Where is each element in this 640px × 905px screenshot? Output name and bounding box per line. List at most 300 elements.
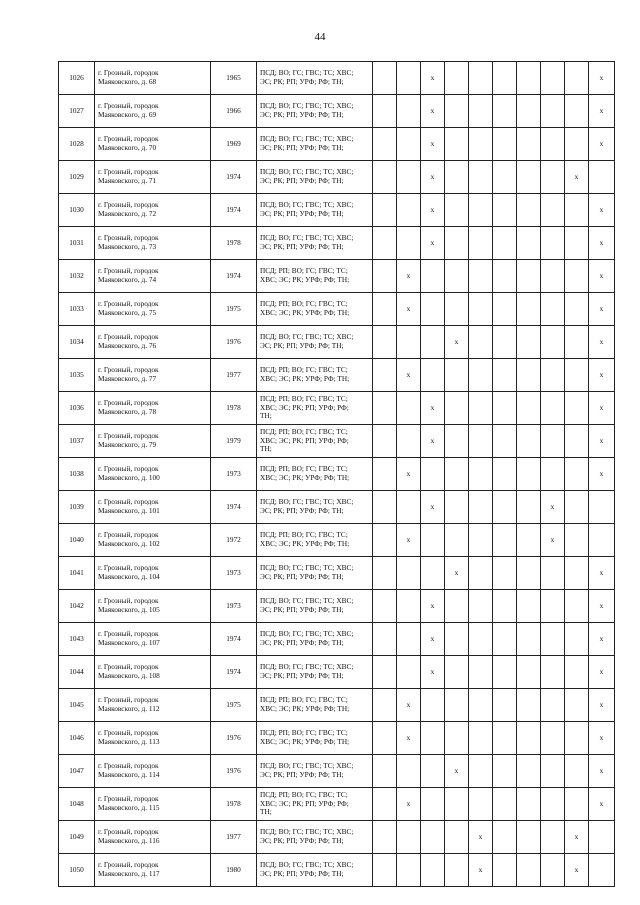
systems-line: ЭС; РК; РП; УРФ; РФ; ТН;: [260, 605, 344, 614]
work-mark: [373, 524, 397, 557]
work-mark: [517, 821, 541, 854]
engineering-systems: [257, 854, 373, 887]
work-mark: [421, 260, 445, 293]
address-line: Маяковского, д. 101: [98, 506, 160, 515]
address-line: г. Грозный, городок: [98, 167, 159, 177]
work-mark: [493, 293, 517, 326]
address-line: г. Грозный, городок: [98, 827, 159, 837]
work-mark: [421, 821, 445, 854]
work-mark: [541, 62, 565, 95]
work-mark: [397, 821, 421, 854]
work-mark: [469, 557, 493, 590]
work-mark: [421, 722, 445, 755]
work-mark: [541, 821, 565, 854]
work-mark: [589, 524, 615, 557]
systems-line: ПСД; ВО; ГС; ГВС; ТС; ХВС;: [260, 827, 354, 837]
work-mark: [493, 458, 517, 491]
record-number: 1046: [59, 722, 95, 755]
build-year: 1975: [211, 689, 257, 722]
engineering-systems: [257, 755, 373, 788]
build-year: 1974: [211, 491, 257, 524]
work-mark: [469, 293, 493, 326]
work-mark: [517, 689, 541, 722]
address-line: г. Грозный, городок: [98, 563, 159, 573]
address-line: г. Грозный, городок: [98, 332, 159, 342]
work-mark: [541, 656, 565, 689]
address-cell: [95, 656, 211, 689]
build-year: 1978: [211, 392, 257, 425]
systems-line: ПСД; РП; ВО; ГС; ГВС; ТС;: [260, 365, 348, 375]
work-mark: [397, 623, 421, 656]
build-year: 1976: [211, 326, 257, 359]
address-line: Маяковского, д. 107: [98, 638, 160, 647]
table-row: [59, 425, 615, 458]
table-row: [59, 227, 615, 260]
address-cell: [95, 425, 211, 458]
work-mark: [565, 689, 589, 722]
engineering-systems: [257, 95, 373, 128]
work-mark: [469, 260, 493, 293]
address-cell: [95, 854, 211, 887]
address-line: г. Грозный, городок: [98, 629, 159, 639]
work-mark: x: [589, 95, 615, 128]
work-mark: [517, 227, 541, 260]
work-mark: [421, 557, 445, 590]
systems-line: ПСД; РП; ВО; ГС; ГВС; ТС;: [260, 728, 348, 738]
engineering-systems: [257, 227, 373, 260]
work-mark: [469, 194, 493, 227]
address-line: г. Грозный, городок: [98, 233, 159, 243]
work-mark: [445, 689, 469, 722]
address-cell: [95, 161, 211, 194]
address-cell: [95, 623, 211, 656]
work-mark: x: [445, 557, 469, 590]
systems-line: ПСД; РП; ВО; ГС; ГВС; ТС;: [260, 789, 348, 799]
work-mark: [469, 755, 493, 788]
address-line: г. Грозный, городок: [98, 266, 159, 276]
work-mark: [517, 557, 541, 590]
work-mark: [493, 722, 517, 755]
address-line: Маяковского, д. 75: [98, 308, 157, 317]
record-number: 1042: [59, 590, 95, 623]
work-mark: [565, 128, 589, 161]
systems-line: ЭС; РК; РП; УРФ; РФ; ТН;: [260, 143, 344, 152]
work-mark: [397, 62, 421, 95]
work-mark: [445, 128, 469, 161]
work-mark: [445, 392, 469, 425]
work-mark: [565, 623, 589, 656]
work-mark: [445, 95, 469, 128]
work-mark: [493, 755, 517, 788]
table-row: [59, 590, 615, 623]
work-mark: [445, 161, 469, 194]
work-mark: [373, 194, 397, 227]
record-number: 1040: [59, 524, 95, 557]
work-mark: [517, 161, 541, 194]
address-cell: [95, 821, 211, 854]
work-mark: [469, 128, 493, 161]
table-row: [59, 161, 615, 194]
engineering-systems: [257, 326, 373, 359]
work-mark: [445, 524, 469, 557]
work-mark: [517, 392, 541, 425]
work-mark: [397, 557, 421, 590]
work-mark: x: [589, 557, 615, 590]
engineering-systems: [257, 161, 373, 194]
systems-line: ПСД; РП; ВО; ГС; ГВС; ТС;: [260, 464, 348, 474]
record-number: 1043: [59, 623, 95, 656]
build-year: 1974: [211, 623, 257, 656]
work-mark: [445, 491, 469, 524]
record-number: 1037: [59, 425, 95, 458]
work-mark: x: [589, 194, 615, 227]
work-mark: [517, 62, 541, 95]
systems-line: ПСД; ВО; ГС; ГВС; ТС; ХВС;: [260, 200, 354, 210]
work-mark: [397, 161, 421, 194]
build-year: 1973: [211, 557, 257, 590]
engineering-systems: [257, 821, 373, 854]
work-mark: [493, 821, 517, 854]
record-number: 1027: [59, 95, 95, 128]
engineering-systems: [257, 656, 373, 689]
systems-line: ЭС; РК; РП; УРФ; РФ; ТН;: [260, 209, 344, 218]
work-mark: x: [589, 128, 615, 161]
work-mark: [469, 425, 493, 458]
record-number: 1039: [59, 491, 95, 524]
systems-line: ЭС; РК; РП; УРФ; РФ; ТН;: [260, 341, 344, 350]
systems-line: ТН;: [260, 444, 272, 454]
work-mark: [493, 62, 517, 95]
address-line: г. Грозный, городок: [98, 794, 159, 804]
systems-line: ПСД; ВО; ГС; ГВС; ТС; ХВС;: [260, 167, 354, 177]
work-mark: [493, 392, 517, 425]
table-row: [59, 788, 615, 821]
work-mark: x: [397, 359, 421, 392]
work-mark: x: [541, 524, 565, 557]
systems-line: ЭС; РК; РП; УРФ; РФ; ТН;: [260, 77, 344, 86]
record-number: 1041: [59, 557, 95, 590]
systems-line: ПСД; РП; ВО; ГС; ГВС; ТС;: [260, 695, 348, 705]
work-mark: [541, 854, 565, 887]
work-mark: [493, 260, 517, 293]
address-cell: [95, 689, 211, 722]
work-mark: [421, 854, 445, 887]
work-mark: [469, 722, 493, 755]
work-mark: [493, 161, 517, 194]
address-cell: [95, 194, 211, 227]
work-mark: x: [469, 821, 493, 854]
systems-line: ТН;: [260, 807, 272, 817]
systems-line: ХВС; ЭС; РК; УРФ; РФ; ТН;: [260, 275, 350, 284]
systems-line: ПСД; ВО; ГС; ГВС; ТС; ХВС;: [260, 662, 354, 672]
work-mark: [397, 854, 421, 887]
address-line: Маяковского, д. 70: [98, 143, 157, 152]
work-mark: [541, 689, 565, 722]
work-mark: x: [397, 524, 421, 557]
work-mark: [565, 458, 589, 491]
address-cell: [95, 590, 211, 623]
work-mark: [493, 95, 517, 128]
systems-line: ПСД; РП; ВО; ГС; ГВС; ТС;: [260, 393, 348, 403]
work-mark: x: [589, 590, 615, 623]
registry-body: [59, 62, 615, 887]
work-mark: [565, 524, 589, 557]
systems-line: ПСД; ВО; ГС; ГВС; ТС; ХВС;: [260, 497, 354, 507]
address-cell: [95, 293, 211, 326]
address-line: Маяковского, д. 78: [98, 407, 157, 416]
systems-line: ПСД; ВО; ГС; ГВС; ТС; ХВС;: [260, 860, 354, 870]
build-year: 1975: [211, 293, 257, 326]
table-row: [59, 524, 615, 557]
table-row: [59, 260, 615, 293]
work-mark: x: [421, 128, 445, 161]
address-cell: [95, 788, 211, 821]
work-mark: [373, 755, 397, 788]
work-mark: [517, 623, 541, 656]
address-line: г. Грозный, городок: [98, 662, 159, 672]
record-number: 1032: [59, 260, 95, 293]
work-mark: x: [565, 161, 589, 194]
record-number: 1026: [59, 62, 95, 95]
table-row: [59, 491, 615, 524]
work-mark: [565, 227, 589, 260]
work-mark: [469, 524, 493, 557]
address-line: г. Грозный, городок: [98, 101, 159, 111]
work-mark: [445, 227, 469, 260]
address-line: Маяковского, д. 105: [98, 605, 160, 614]
address-cell: [95, 95, 211, 128]
systems-line: ПСД; РП; ВО; ГС; ГВС; ТС;: [260, 530, 348, 540]
work-mark: [517, 524, 541, 557]
address-line: Маяковского, д. 71: [98, 176, 157, 185]
work-mark: [541, 755, 565, 788]
work-mark: [469, 161, 493, 194]
work-mark: x: [589, 227, 615, 260]
work-mark: [541, 722, 565, 755]
table-row: [59, 128, 615, 161]
address-cell: [95, 722, 211, 755]
address-line: г. Грозный, городок: [98, 200, 159, 210]
address-line: Маяковского, д. 68: [98, 77, 157, 86]
systems-line: ЭС; РК; РП; УРФ; РФ; ТН;: [260, 869, 344, 878]
work-mark: [373, 821, 397, 854]
build-year: 1976: [211, 755, 257, 788]
systems-line: ПСД; ВО; ГС; ГВС; ТС; ХВС;: [260, 134, 354, 144]
work-mark: [517, 755, 541, 788]
work-mark: [421, 524, 445, 557]
work-mark: [541, 788, 565, 821]
work-mark: [445, 821, 469, 854]
work-mark: [565, 722, 589, 755]
engineering-systems: [257, 359, 373, 392]
systems-line: ПСД; РП; ВО; ГС; ГВС; ТС;: [260, 266, 348, 276]
engineering-systems: [257, 722, 373, 755]
work-mark: [541, 458, 565, 491]
work-mark: [565, 62, 589, 95]
work-mark: [517, 260, 541, 293]
record-number: 1028: [59, 128, 95, 161]
work-mark: [541, 128, 565, 161]
work-mark: [565, 557, 589, 590]
work-mark: [493, 788, 517, 821]
work-mark: [445, 656, 469, 689]
work-mark: [541, 326, 565, 359]
work-mark: x: [589, 425, 615, 458]
build-year: 1974: [211, 260, 257, 293]
work-mark: [397, 128, 421, 161]
work-mark: x: [397, 689, 421, 722]
table-row: [59, 656, 615, 689]
table-row: [59, 62, 615, 95]
work-mark: [373, 260, 397, 293]
systems-line: ПСД; РП; ВО; ГС; ГВС; ТС;: [260, 426, 348, 436]
work-mark: [373, 590, 397, 623]
work-mark: [541, 194, 565, 227]
work-mark: [589, 161, 615, 194]
systems-line: ПСД; ВО; ГС; ГВС; ТС; ХВС;: [260, 332, 354, 342]
work-mark: x: [397, 722, 421, 755]
work-mark: [397, 425, 421, 458]
work-mark: [493, 623, 517, 656]
work-mark: [541, 392, 565, 425]
engineering-systems: [257, 524, 373, 557]
address-cell: [95, 227, 211, 260]
address-line: г. Грозный, городок: [98, 728, 159, 738]
work-mark: [565, 260, 589, 293]
work-mark: [373, 62, 397, 95]
address-line: Маяковского, д. 79: [98, 440, 157, 449]
engineering-systems: [257, 392, 373, 425]
work-mark: [445, 623, 469, 656]
table-row: [59, 623, 615, 656]
work-mark: [541, 359, 565, 392]
address-line: Маяковского, д. 76: [98, 341, 157, 350]
address-line: г. Грозный, городок: [98, 134, 159, 144]
work-mark: x: [421, 392, 445, 425]
engineering-systems: [257, 293, 373, 326]
systems-line: ЭС; РК; РП; УРФ; РФ; ТН;: [260, 836, 344, 845]
build-year: 1977: [211, 359, 257, 392]
engineering-systems: [257, 458, 373, 491]
record-number: 1049: [59, 821, 95, 854]
work-mark: [373, 359, 397, 392]
build-year: 1978: [211, 227, 257, 260]
address-line: г. Грозный, городок: [98, 497, 159, 507]
table-row: [59, 359, 615, 392]
address-line: Маяковского, д. 77: [98, 374, 157, 383]
work-mark: [541, 590, 565, 623]
work-mark: [397, 194, 421, 227]
systems-line: ХВС; ЭС; РК; РП; УРФ; РФ;: [260, 435, 349, 445]
engineering-systems: [257, 689, 373, 722]
work-mark: [493, 326, 517, 359]
address-line: г. Грозный, городок: [98, 761, 159, 771]
work-mark: [445, 194, 469, 227]
work-mark: x: [421, 161, 445, 194]
work-mark: [541, 260, 565, 293]
systems-line: ЭС; РК; РП; УРФ; РФ; ТН;: [260, 506, 344, 515]
work-mark: [517, 788, 541, 821]
systems-line: ХВС; ЭС; РК; УРФ; РФ; ТН;: [260, 737, 350, 746]
address-line: г. Грозный, городок: [98, 365, 159, 375]
work-mark: [373, 491, 397, 524]
work-mark: [493, 854, 517, 887]
work-mark: [445, 854, 469, 887]
page-number: 44: [314, 31, 326, 43]
address-cell: [95, 359, 211, 392]
work-mark: [373, 293, 397, 326]
work-mark: [397, 755, 421, 788]
address-cell: [95, 491, 211, 524]
work-mark: x: [589, 755, 615, 788]
systems-line: ХВС; ЭС; РК; РП; УРФ; РФ;: [260, 798, 349, 808]
address-cell: [95, 326, 211, 359]
work-mark: [469, 458, 493, 491]
work-mark: [397, 656, 421, 689]
build-year: 1980: [211, 854, 257, 887]
build-year: 1978: [211, 788, 257, 821]
address-line: г. Грозный, городок: [98, 398, 159, 408]
work-mark: [493, 491, 517, 524]
work-mark: x: [469, 854, 493, 887]
work-mark: x: [421, 656, 445, 689]
work-mark: [397, 392, 421, 425]
work-mark: [541, 227, 565, 260]
work-mark: [565, 656, 589, 689]
address-line: г. Грозный, городок: [98, 464, 159, 474]
address-cell: [95, 524, 211, 557]
work-mark: [373, 854, 397, 887]
systems-line: ПСД; ВО; ГС; ГВС; ТС; ХВС;: [260, 761, 354, 771]
work-mark: x: [589, 392, 615, 425]
work-mark: [421, 755, 445, 788]
work-mark: x: [421, 623, 445, 656]
table-row: [59, 854, 615, 887]
record-number: 1036: [59, 392, 95, 425]
work-mark: x: [589, 689, 615, 722]
work-mark: x: [397, 788, 421, 821]
work-mark: [565, 491, 589, 524]
work-mark: [541, 95, 565, 128]
work-mark: [541, 293, 565, 326]
work-mark: [421, 326, 445, 359]
record-number: 1031: [59, 227, 95, 260]
work-mark: [517, 128, 541, 161]
work-mark: [469, 392, 493, 425]
address-cell: [95, 128, 211, 161]
systems-line: ПСД; РП; ВО; ГС; ГВС; ТС;: [260, 299, 348, 309]
engineering-systems: [257, 788, 373, 821]
work-mark: [373, 557, 397, 590]
work-mark: [397, 95, 421, 128]
record-number: 1035: [59, 359, 95, 392]
work-mark: [445, 722, 469, 755]
work-mark: [517, 326, 541, 359]
work-mark: [445, 425, 469, 458]
systems-line: ЭС; РК; РП; УРФ; РФ; ТН;: [260, 671, 344, 680]
build-year: 1965: [211, 62, 257, 95]
systems-line: ТН;: [260, 411, 272, 421]
work-mark: x: [421, 425, 445, 458]
work-mark: x: [589, 293, 615, 326]
address-line: г. Грозный, городок: [98, 299, 159, 309]
work-mark: [373, 128, 397, 161]
work-mark: [493, 590, 517, 623]
work-mark: [373, 458, 397, 491]
work-mark: [517, 95, 541, 128]
work-mark: [493, 359, 517, 392]
work-mark: [445, 293, 469, 326]
